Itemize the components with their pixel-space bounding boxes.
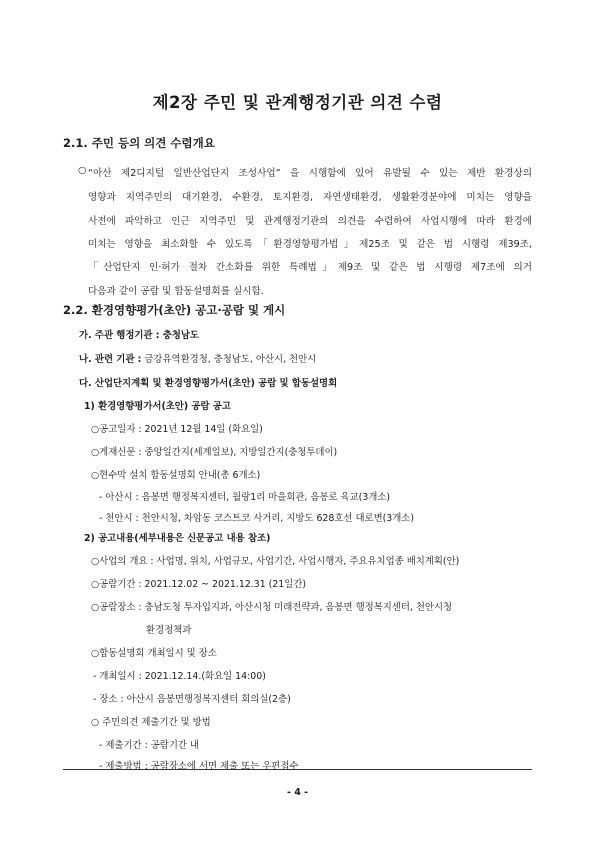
list-item: - 제출기간 : 공람기간 내 <box>99 740 199 751</box>
section-heading-2-2: 2.2. 환경영향평가(초안) 공고·공람 및 게시 <box>63 303 286 317</box>
list-item: - 천안시 : 천안시청, 차암동 코스트코 사거리, 지방도 628호선 대로변(3개소) <box>99 513 415 524</box>
paragraph-line: “아산 제2디지털 일반산업단지 조성사업” 을 시행함에 있어 유발될 수 있는 제반 환경상의 <box>88 168 532 179</box>
item-na-value: 금강유역환경청, 충청남도, 아산시, 천안시 <box>141 354 317 365</box>
list-item: - 개최일시 : 2021.12.14.(화요일 14:00) <box>93 671 266 682</box>
list-item: ○공고일자 : 2021년 12월 14일 (화요일) <box>91 424 263 435</box>
subsection-heading-2: 2) 공고내용(세부내용은 신문공고 내용 참조) <box>84 533 271 544</box>
list-item: ○현수막 설치 합동설명회 안내(총 6개소) <box>91 470 261 481</box>
footer-divider <box>63 769 532 770</box>
subsection-heading-1: 1) 환경영향평가서(초안) 공람 공고 <box>84 401 231 412</box>
paragraph-bullet: ○ <box>78 165 87 176</box>
paragraph-line: 영향과 지역주민의 대기환경, 수환경, 토지환경, 자연생태환경, 생활환경분야에 미치는 영향을 <box>88 192 532 203</box>
list-item: ○합동설명회 개최일시 및 장소 <box>91 648 217 659</box>
item-ga: 가. 주관 행정기관 : 충청남도 <box>79 330 199 341</box>
list-item: ○공람기간 : 2021.12.02 ~ 2021.12.31 (21일간) <box>91 579 307 590</box>
item-na <box>79 351 316 365</box>
item-na-label: 나. 관련 기관 : <box>79 354 142 365</box>
section-heading-2-1: 2.1. 주민 등의 의견 수렴개요 <box>63 136 215 150</box>
item-da: 다. 산업단지계획 및 환경영향평가서(초안) 공람 및 합동설명회 <box>79 378 338 389</box>
list-item: ○사업의 개요 : 사업명, 위치, 사업규모, 사업기간, 사업시행자, 주요유치업종 배치계획(안) <box>91 556 460 567</box>
paragraph-line: 「산업단지 인·허가 절차 간소화를 위한 특례법」제9조 및 같은 법 시행령 제7조에 의거 <box>88 262 532 273</box>
list-item: ○ 주민의견 제출기간 및 방법 <box>91 717 211 728</box>
paragraph-line: 미치는 영향을 최소화할 수 있도록「환경영향평가법」제25조 및 같은 법 시행령 제39조, <box>88 239 532 250</box>
list-item: - 장소 : 아산시 음봉면행정복지센터 회의실(2층) <box>93 694 291 705</box>
paragraph-line: 사전에 파악하고 인근 지역주민 및 관계행정기관의 의견을 수렴하여 사업시행에 따라 환경에 <box>88 216 532 227</box>
page-number: - 4 - <box>286 787 309 798</box>
list-item: ○게재신문 : 중앙일간지(세계일보), 지방일간지(충청투데이) <box>91 447 338 458</box>
page-title: 제2장 주민 및 관계행정기관 의견 수렴 <box>152 93 443 112</box>
list-item: - 아산시 : 음봉면 행정복지센터, 월랑1리 마을회관, 음봉로 육교(3개소) <box>99 492 391 503</box>
list-item: - 제출방법 : 공람장소에 서면 제출 또는 우편접수 <box>99 761 299 772</box>
paragraph-line: 다음과 같이 공람 및 합동설명회를 실시함. <box>88 286 264 297</box>
list-item-continuation: 환경정책과 <box>146 625 192 636</box>
list-item: ○공람장소 : 충남도청 투자입지과, 아산시청 미래전략과, 음봉면 행정복지센터, 천안시청 <box>91 602 453 613</box>
